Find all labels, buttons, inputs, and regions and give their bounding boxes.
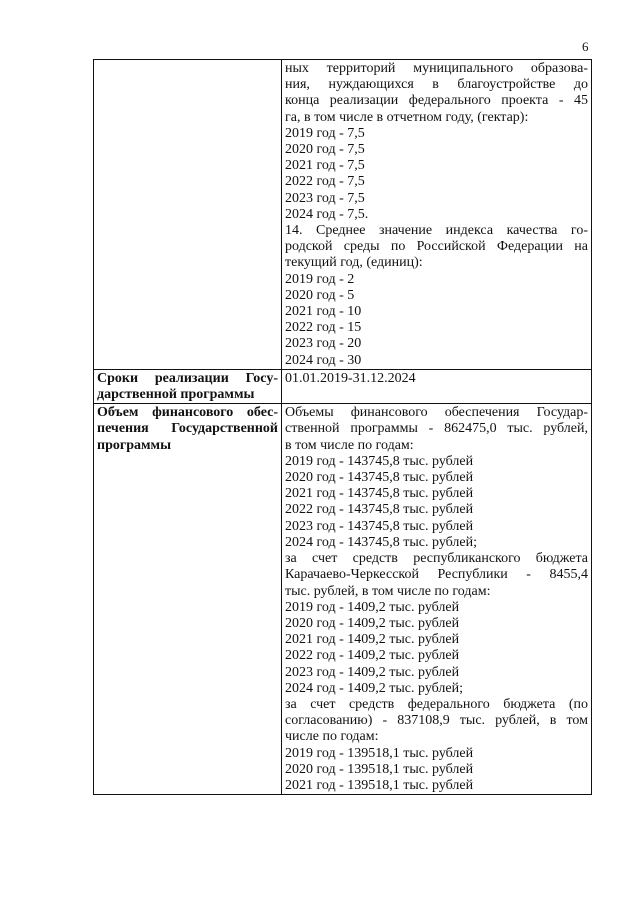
row-value-line: 2019 год - 143745,8 тыс. рублей — [285, 453, 474, 469]
row-value-line: текущий год, (единиц): — [285, 255, 423, 271]
row-value-line: тыс. рублей, в том числе по годам: — [285, 583, 491, 599]
program-passport-table — [93, 59, 592, 795]
row-label-line: печения Государственной — [97, 421, 278, 437]
row-label-line: Сроки реализации Госу- — [97, 370, 278, 386]
row-value-line: 2024 год - 7,5. — [285, 206, 369, 222]
row-value-line: 2020 год - 1409,2 тыс. рублей — [285, 615, 460, 631]
table-row-indicators — [94, 60, 592, 370]
table-row-financing-volume — [94, 404, 592, 795]
row-value-line: родской среды по Российской Федерации на — [285, 239, 588, 255]
row-value-line: 2024 год - 30 — [285, 352, 362, 368]
row-value-line: га, в том числе в отчетном году, (гектар): — [285, 109, 529, 125]
row-value-line: 2020 год - 139518,1 тыс. рублей — [285, 761, 474, 777]
row-value-line: 2019 год - 1409,2 тыс. рублей — [285, 599, 460, 615]
row-value-line: 2023 год - 7,5 — [285, 190, 365, 206]
row-value-cell — [282, 369, 592, 403]
row-value-line: 2021 год - 1409,2 тыс. рублей — [285, 632, 460, 648]
row-value-line: конца реализации федерального проекта - 45 — [285, 93, 588, 109]
page-number: 6 — [582, 39, 589, 54]
row-value-line: 2021 год - 139518,1 тыс. рублей — [285, 777, 474, 793]
row-label-cell — [94, 60, 282, 370]
row-value-line: ственной программы - 862475,0 тыс. рублей, — [285, 421, 588, 437]
row-label-cell — [94, 369, 282, 403]
row-value-line: 2019 год - 7,5 — [285, 125, 365, 141]
row-value-line: 2019 год - 2 — [285, 271, 355, 287]
row-value-line: числе по годам: — [285, 729, 379, 745]
row-label-line: дарственной программы — [97, 387, 255, 403]
row-value-line: согласованию) - 837108,9 тыс. рублей, в том — [285, 713, 588, 729]
row-label-line: программы — [97, 437, 171, 453]
row-value-line: ния, нуждающихся в благоустройстве до — [285, 77, 588, 93]
row-value-line: за счет средств республиканского бюджета — [285, 551, 588, 567]
row-value-cell — [282, 404, 592, 795]
row-value-line: 2023 год - 1409,2 тыс. рублей — [285, 664, 460, 680]
row-value-line: Объемы финансового обеспечения Государ- — [285, 405, 588, 421]
row-value-line: 2020 год - 143745,8 тыс. рублей — [285, 470, 474, 486]
row-value-line: 2019 год - 139518,1 тыс. рублей — [285, 745, 474, 761]
row-value-line: 2024 год - 143745,8 тыс. рублей; — [285, 534, 478, 550]
row-value-line: 2020 год - 7,5 — [285, 142, 365, 158]
row-value-cell — [282, 60, 592, 370]
row-label-line: Объем финансового обес- — [97, 405, 278, 421]
row-value-line: 2023 год - 143745,8 тыс. рублей — [285, 518, 474, 534]
row-value-line: Карачаево-Черкесской Республики - 8455,4 — [285, 567, 588, 583]
row-label-cell — [94, 404, 282, 795]
row-value-line: 2021 год - 7,5 — [285, 158, 365, 174]
row-value-line: 2024 год - 1409,2 тыс. рублей; — [285, 680, 464, 696]
table-row-implementation-period — [94, 369, 592, 403]
row-value-line: 2020 год - 5 — [285, 287, 355, 303]
row-value-line: 2022 год - 1409,2 тыс. рублей — [285, 648, 460, 664]
row-value-line: в том числе по годам: — [285, 437, 414, 453]
row-value-line: 2022 год - 15 — [285, 320, 362, 336]
row-value-line: ных территорий муниципального образова- — [285, 61, 588, 76]
row-value-line: 2021 год - 143745,8 тыс. рублей — [285, 486, 474, 502]
row-value-line: 14. Среднее значение индекса качества го- — [285, 223, 588, 239]
row-value-line: 2021 год - 10 — [285, 304, 362, 320]
row-value-line: 2023 год - 20 — [285, 336, 362, 352]
row-value-line: 2022 год - 7,5 — [285, 174, 365, 190]
row-value-line: 2022 год - 143745,8 тыс. рублей — [285, 502, 474, 518]
row-value-line: 01.01.2019-31.12.2024 — [285, 370, 416, 386]
row-value-line: за счет средств федерального бюджета (по — [285, 696, 588, 712]
